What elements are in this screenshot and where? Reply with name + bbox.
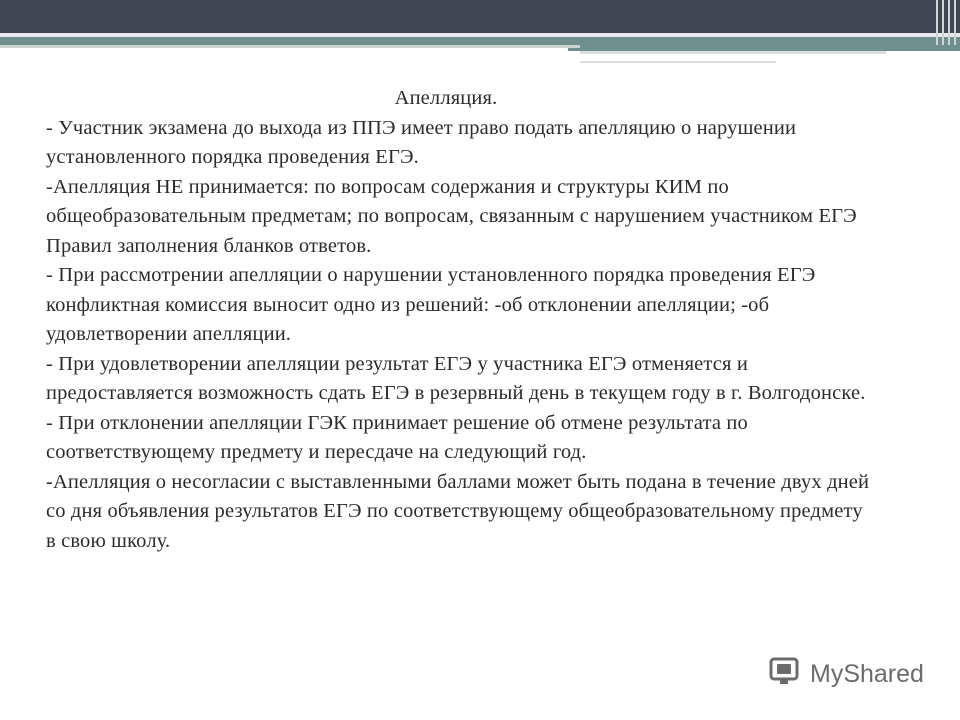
header-bar: [0, 0, 960, 34]
myshared-logo-icon: [768, 653, 804, 696]
paragraph: - При отклонении апелляции ГЭК принимает решение об отмене результата по соответствующему предмету и пересдаче на следующий год.: [46, 411, 748, 463]
watermark-label: MyShared: [810, 659, 924, 688]
slide-title: Апелляция.: [394, 87, 498, 109]
accent-line: [580, 51, 886, 54]
accent-line: [580, 61, 776, 63]
paragraph: -Апелляция НЕ принимается: по вопросам содержания и структуры КИМ по общеобразовательным предметам; по вопросам, связанным с нарушением участником ЕГЭ Правил заполнения бланков ответов.: [46, 175, 857, 257]
paragraph: - При рассмотрении апелляции о нарушении установленного порядка проведения ЕГЭ конфликтная комиссия выносит одно из решений: -об отклонении апелляции; -об удовлетворении апелляции.: [46, 264, 816, 345]
paragraph: -Апелляция о несогласии с выставленными баллами может быть подана в течение двух дней со дня объявления результатов ЕГЭ по соответствующему общеобразовательному предмету в свою школу.: [46, 470, 870, 552]
paragraph: - Участник экзамена до выхода из ППЭ имеет право подать апелляцию о нарушении установленного порядка проведения ЕГЭ.: [46, 116, 797, 168]
accent-line: [0, 45, 580, 48]
accent-band: [0, 37, 960, 45]
paragraph: - При удовлетворении апелляции результат ЕГЭ у участника ЕГЭ отменяется и предоставляется возможность сдать ЕГЭ в резервный день в текущем году в г. Волгодонске.: [46, 352, 866, 404]
slide-body: [46, 84, 876, 556]
decorative-stripes: [932, 0, 960, 45]
watermark: [768, 654, 924, 694]
